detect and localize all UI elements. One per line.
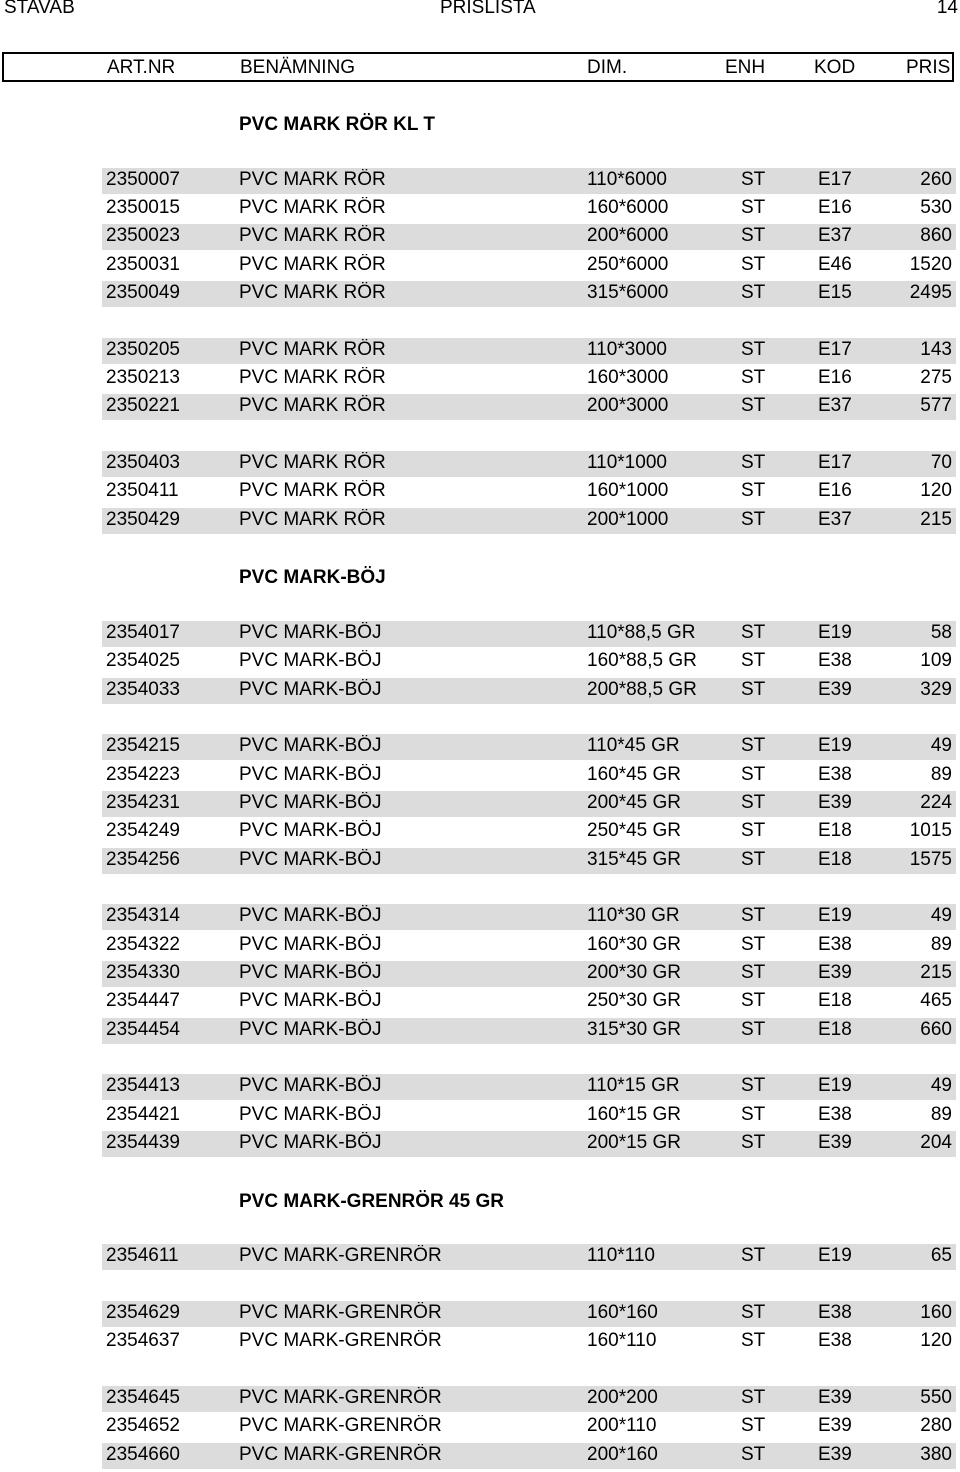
kod-cell: E18 bbox=[818, 820, 852, 841]
kod-cell: E15 bbox=[818, 282, 852, 303]
benamning-cell: PVC MARK RÖR bbox=[239, 339, 386, 360]
art-nr-cell: 2354629 bbox=[106, 1302, 180, 1323]
dim-cell: 160*15 GR bbox=[587, 1104, 682, 1125]
enh-cell: ST bbox=[741, 1019, 766, 1040]
enh-cell: ST bbox=[741, 764, 766, 785]
benamning-cell: PVC MARK-BÖJ bbox=[239, 1104, 382, 1125]
kod-cell: E38 bbox=[818, 1330, 852, 1351]
section-title: PVC MARK-BÖJ bbox=[239, 567, 386, 588]
art-nr-cell: 2354645 bbox=[106, 1387, 180, 1408]
column-header-pris: PRIS bbox=[906, 57, 951, 78]
column-header-enh: ENH bbox=[725, 57, 766, 78]
art-nr-cell: 2354330 bbox=[106, 962, 180, 983]
table-row bbox=[102, 451, 956, 477]
kod-cell: E46 bbox=[818, 254, 852, 275]
enh-cell: ST bbox=[741, 1387, 766, 1408]
dim-cell: 160*6000 bbox=[587, 197, 669, 218]
dim-cell: 315*30 GR bbox=[587, 1019, 682, 1040]
table-row bbox=[102, 848, 956, 874]
benamning-cell: PVC MARK-BÖJ bbox=[239, 735, 382, 756]
art-nr-cell: 2350403 bbox=[106, 452, 180, 473]
enh-cell: ST bbox=[741, 679, 766, 700]
art-nr-cell: 2354652 bbox=[106, 1415, 180, 1436]
pris-cell: 465 bbox=[920, 990, 952, 1011]
dim-cell: 160*30 GR bbox=[587, 934, 682, 955]
art-nr-cell: 2354033 bbox=[106, 679, 180, 700]
kod-cell: E39 bbox=[818, 1444, 852, 1465]
benamning-cell: PVC MARK-BÖJ bbox=[239, 1019, 382, 1040]
benamning-cell: PVC MARK RÖR bbox=[239, 480, 386, 501]
art-nr-cell: 2354231 bbox=[106, 792, 180, 813]
enh-cell: ST bbox=[741, 339, 766, 360]
benamning-cell: PVC MARK-BÖJ bbox=[239, 622, 382, 643]
pris-cell: 70 bbox=[930, 452, 952, 473]
benamning-cell: PVC MARK-BÖJ bbox=[239, 679, 382, 700]
kod-cell: E38 bbox=[818, 650, 852, 671]
kod-cell: E39 bbox=[818, 1387, 852, 1408]
kod-cell: E39 bbox=[818, 1132, 852, 1153]
enh-cell: ST bbox=[741, 849, 766, 870]
enh-cell: ST bbox=[741, 1132, 766, 1153]
dim-cell: 200*160 bbox=[587, 1444, 658, 1465]
table-row bbox=[102, 168, 956, 194]
benamning-cell: PVC MARK-BÖJ bbox=[239, 934, 382, 955]
kod-cell: E39 bbox=[818, 792, 852, 813]
art-nr-cell: 2350221 bbox=[106, 395, 180, 416]
table-row bbox=[102, 253, 956, 279]
art-nr-cell: 2354413 bbox=[106, 1075, 180, 1096]
benamning-cell: PVC MARK-BÖJ bbox=[239, 990, 382, 1011]
kod-cell: E39 bbox=[818, 679, 852, 700]
table-row bbox=[102, 734, 956, 760]
enh-cell: ST bbox=[741, 792, 766, 813]
dim-cell: 200*6000 bbox=[587, 225, 669, 246]
pris-cell: 204 bbox=[920, 1132, 952, 1153]
art-nr-cell: 2350429 bbox=[106, 509, 180, 530]
benamning-cell: PVC MARK-BÖJ bbox=[239, 650, 382, 671]
table-row bbox=[102, 1329, 956, 1355]
pris-cell: 260 bbox=[920, 169, 952, 190]
table-row bbox=[102, 1443, 956, 1469]
benamning-cell: PVC MARK-GRENRÖR bbox=[239, 1330, 442, 1351]
enh-cell: ST bbox=[741, 197, 766, 218]
kod-cell: E37 bbox=[818, 225, 852, 246]
benamning-cell: PVC MARK RÖR bbox=[239, 452, 386, 473]
dim-cell: 200*45 GR bbox=[587, 792, 682, 813]
art-nr-cell: 2354223 bbox=[106, 764, 180, 785]
art-nr-cell: 2354447 bbox=[106, 990, 180, 1011]
table-row bbox=[102, 508, 956, 534]
kod-cell: E38 bbox=[818, 764, 852, 785]
art-nr-cell: 2350213 bbox=[106, 367, 180, 388]
benamning-cell: PVC MARK-GRENRÖR bbox=[239, 1444, 442, 1465]
art-nr-cell: 2354421 bbox=[106, 1104, 180, 1125]
column-header-dim: DIM. bbox=[587, 57, 628, 78]
dim-cell: 160*3000 bbox=[587, 367, 669, 388]
pris-cell: 215 bbox=[920, 509, 952, 530]
kod-cell: E18 bbox=[818, 990, 852, 1011]
dim-cell: 110*6000 bbox=[587, 169, 667, 190]
dim-cell: 160*110 bbox=[587, 1330, 657, 1351]
pris-cell: 1520 bbox=[909, 254, 952, 275]
enh-cell: ST bbox=[741, 225, 766, 246]
table-row bbox=[102, 394, 956, 420]
dim-cell: 110*1000 bbox=[587, 452, 667, 473]
dim-cell: 200*88,5 GR bbox=[587, 679, 697, 700]
enh-cell: ST bbox=[741, 1415, 766, 1436]
pris-cell: 109 bbox=[920, 650, 952, 671]
dim-cell: 110*3000 bbox=[587, 339, 667, 360]
benamning-cell: PVC MARK-BÖJ bbox=[239, 820, 382, 841]
art-nr-cell: 2354249 bbox=[106, 820, 180, 841]
enh-cell: ST bbox=[741, 282, 766, 303]
pris-cell: 89 bbox=[930, 934, 952, 955]
table-row bbox=[102, 1103, 956, 1129]
benamning-cell: PVC MARK-GRENRÖR bbox=[239, 1415, 442, 1436]
pris-cell: 275 bbox=[920, 367, 952, 388]
art-nr-cell: 2350031 bbox=[106, 254, 180, 275]
benamning-cell: PVC MARK RÖR bbox=[239, 254, 386, 275]
pris-cell: 2495 bbox=[909, 282, 952, 303]
art-nr-cell: 2354256 bbox=[106, 849, 180, 870]
kod-cell: E37 bbox=[818, 509, 852, 530]
pris-cell: 224 bbox=[920, 792, 952, 813]
table-row bbox=[102, 763, 956, 789]
table-row bbox=[102, 366, 956, 392]
pris-cell: 143 bbox=[920, 339, 952, 360]
benamning-cell: PVC MARK-BÖJ bbox=[239, 849, 382, 870]
table-row bbox=[102, 338, 956, 364]
kod-cell: E17 bbox=[818, 339, 852, 360]
art-nr-cell: 2354215 bbox=[106, 735, 180, 756]
art-nr-cell: 2354322 bbox=[106, 934, 180, 955]
table-row bbox=[102, 791, 956, 817]
enh-cell: ST bbox=[741, 395, 766, 416]
art-nr-cell: 2354637 bbox=[106, 1330, 180, 1351]
table-row bbox=[102, 1386, 956, 1412]
column-header-kod: KOD bbox=[814, 57, 856, 78]
dim-cell: 200*110 bbox=[587, 1415, 657, 1436]
art-nr-cell: 2350007 bbox=[106, 169, 180, 190]
enh-cell: ST bbox=[741, 820, 766, 841]
enh-cell: ST bbox=[741, 735, 766, 756]
enh-cell: ST bbox=[741, 169, 766, 190]
dim-cell: 200*15 GR bbox=[587, 1132, 682, 1153]
table-row bbox=[102, 1244, 956, 1270]
benamning-cell: PVC MARK-BÖJ bbox=[239, 792, 382, 813]
benamning-cell: PVC MARK RÖR bbox=[239, 197, 386, 218]
table-row bbox=[102, 989, 956, 1015]
dim-cell: 250*6000 bbox=[587, 254, 669, 275]
dim-cell: 250*45 GR bbox=[587, 820, 682, 841]
dim-cell: 200*200 bbox=[587, 1387, 658, 1408]
company-name: STAVAB bbox=[4, 0, 75, 18]
kod-cell: E17 bbox=[818, 169, 852, 190]
dim-cell: 110*45 GR bbox=[587, 735, 680, 756]
enh-cell: ST bbox=[741, 1245, 766, 1266]
enh-cell: ST bbox=[741, 254, 766, 275]
pris-cell: 660 bbox=[920, 1019, 952, 1040]
kod-cell: E16 bbox=[818, 367, 852, 388]
art-nr-cell: 2350049 bbox=[106, 282, 180, 303]
kod-cell: E18 bbox=[818, 849, 852, 870]
art-nr-cell: 2350205 bbox=[106, 339, 180, 360]
pris-cell: 58 bbox=[930, 622, 952, 643]
dim-cell: 200*30 GR bbox=[587, 962, 682, 983]
kod-cell: E39 bbox=[818, 962, 852, 983]
table-row bbox=[102, 1074, 956, 1100]
table-row bbox=[102, 1131, 956, 1157]
page-number: 14 bbox=[936, 0, 958, 18]
kod-cell: E38 bbox=[818, 1104, 852, 1125]
enh-cell: ST bbox=[741, 1444, 766, 1465]
pris-cell: 1575 bbox=[909, 849, 952, 870]
dim-cell: 160*88,5 GR bbox=[587, 650, 697, 671]
kod-cell: E16 bbox=[818, 197, 852, 218]
pris-cell: 49 bbox=[930, 905, 952, 926]
pris-cell: 380 bbox=[920, 1444, 952, 1465]
art-nr-cell: 2354017 bbox=[106, 622, 180, 643]
enh-cell: ST bbox=[741, 1302, 766, 1323]
art-nr-cell: 2354454 bbox=[106, 1019, 180, 1040]
pris-cell: 577 bbox=[920, 395, 952, 416]
pris-cell: 280 bbox=[920, 1415, 952, 1436]
benamning-cell: PVC MARK RÖR bbox=[239, 509, 386, 530]
art-nr-cell: 2354025 bbox=[106, 650, 180, 671]
table-row bbox=[102, 819, 956, 845]
kod-cell: E17 bbox=[818, 452, 852, 473]
pris-cell: 160 bbox=[920, 1302, 952, 1323]
kod-cell: E37 bbox=[818, 395, 852, 416]
table-row bbox=[102, 621, 956, 647]
pris-cell: 89 bbox=[930, 764, 952, 785]
dim-cell: 160*1000 bbox=[587, 480, 669, 501]
benamning-cell: PVC MARK-GRENRÖR bbox=[239, 1302, 442, 1323]
pris-cell: 860 bbox=[920, 225, 952, 246]
art-nr-cell: 2354660 bbox=[106, 1444, 180, 1465]
pris-cell: 215 bbox=[920, 962, 952, 983]
column-header-benamning: BENÄMNING bbox=[240, 57, 356, 78]
dim-cell: 160*160 bbox=[587, 1302, 658, 1323]
kod-cell: E19 bbox=[818, 1075, 852, 1096]
enh-cell: ST bbox=[741, 452, 766, 473]
table-row bbox=[102, 1018, 956, 1044]
art-nr-cell: 2354611 bbox=[106, 1245, 179, 1266]
dim-cell: 315*6000 bbox=[587, 282, 669, 303]
enh-cell: ST bbox=[741, 1330, 766, 1351]
dim-cell: 200*1000 bbox=[587, 509, 669, 530]
enh-cell: ST bbox=[741, 905, 766, 926]
document-title: PRISLISTA bbox=[440, 0, 536, 18]
table-row bbox=[102, 649, 956, 675]
kod-cell: E38 bbox=[818, 1302, 852, 1323]
dim-cell: 250*30 GR bbox=[587, 990, 682, 1011]
pris-cell: 329 bbox=[920, 679, 952, 700]
kod-cell: E19 bbox=[818, 622, 852, 643]
pris-cell: 120 bbox=[920, 480, 952, 501]
enh-cell: ST bbox=[741, 1075, 766, 1096]
table-row bbox=[102, 1301, 956, 1327]
dim-cell: 110*15 GR bbox=[587, 1075, 680, 1096]
table-row bbox=[102, 1414, 956, 1440]
kod-cell: E19 bbox=[818, 735, 852, 756]
table-row bbox=[102, 933, 956, 959]
art-nr-cell: 2354314 bbox=[106, 905, 180, 926]
enh-cell: ST bbox=[741, 622, 766, 643]
dim-cell: 110*30 GR bbox=[587, 905, 680, 926]
pris-cell: 1015 bbox=[909, 820, 952, 841]
benamning-cell: PVC MARK-GRENRÖR bbox=[239, 1245, 442, 1266]
kod-cell: E16 bbox=[818, 480, 852, 501]
enh-cell: ST bbox=[741, 990, 766, 1011]
enh-cell: ST bbox=[741, 1104, 766, 1125]
art-nr-cell: 2354439 bbox=[106, 1132, 180, 1153]
pris-cell: 65 bbox=[930, 1245, 952, 1266]
dim-cell: 160*45 GR bbox=[587, 764, 682, 785]
dim-cell: 110*88,5 GR bbox=[587, 622, 696, 643]
art-nr-cell: 2350015 bbox=[106, 197, 180, 218]
dim-cell: 110*110 bbox=[587, 1245, 655, 1266]
enh-cell: ST bbox=[741, 650, 766, 671]
kod-cell: E18 bbox=[818, 1019, 852, 1040]
benamning-cell: PVC MARK-BÖJ bbox=[239, 1075, 382, 1096]
column-header-art-nr: ART.NR bbox=[107, 57, 176, 78]
enh-cell: ST bbox=[741, 480, 766, 501]
dim-cell: 200*3000 bbox=[587, 395, 669, 416]
pris-cell: 530 bbox=[920, 197, 952, 218]
kod-cell: E19 bbox=[818, 905, 852, 926]
pris-cell: 49 bbox=[930, 1075, 952, 1096]
table-row bbox=[102, 479, 956, 505]
section-title: PVC MARK-GRENRÖR 45 GR bbox=[239, 1191, 504, 1212]
table-row bbox=[102, 281, 956, 307]
kod-cell: E38 bbox=[818, 934, 852, 955]
benamning-cell: PVC MARK RÖR bbox=[239, 225, 386, 246]
enh-cell: ST bbox=[741, 367, 766, 388]
table-row bbox=[102, 196, 956, 222]
benamning-cell: PVC MARK-BÖJ bbox=[239, 905, 382, 926]
dim-cell: 315*45 GR bbox=[587, 849, 682, 870]
benamning-cell: PVC MARK-BÖJ bbox=[239, 962, 382, 983]
benamning-cell: PVC MARK RÖR bbox=[239, 395, 386, 416]
benamning-cell: PVC MARK RÖR bbox=[239, 169, 386, 190]
pris-cell: 550 bbox=[920, 1387, 952, 1408]
section-title: PVC MARK RÖR KL T bbox=[239, 114, 435, 135]
pris-cell: 89 bbox=[930, 1104, 952, 1125]
table-row bbox=[102, 904, 956, 930]
benamning-cell: PVC MARK-GRENRÖR bbox=[239, 1387, 442, 1408]
benamning-cell: PVC MARK-BÖJ bbox=[239, 764, 382, 785]
enh-cell: ST bbox=[741, 934, 766, 955]
pris-cell: 120 bbox=[920, 1330, 952, 1351]
art-nr-cell: 2350411 bbox=[106, 480, 179, 501]
kod-cell: E39 bbox=[818, 1415, 852, 1436]
pris-cell: 49 bbox=[930, 735, 952, 756]
table-row bbox=[102, 224, 956, 250]
art-nr-cell: 2350023 bbox=[106, 225, 180, 246]
kod-cell: E19 bbox=[818, 1245, 852, 1266]
table-row bbox=[102, 961, 956, 987]
table-row bbox=[102, 678, 956, 704]
benamning-cell: PVC MARK RÖR bbox=[239, 367, 386, 388]
benamning-cell: PVC MARK RÖR bbox=[239, 282, 386, 303]
benamning-cell: PVC MARK-BÖJ bbox=[239, 1132, 382, 1153]
enh-cell: ST bbox=[741, 962, 766, 983]
enh-cell: ST bbox=[741, 509, 766, 530]
